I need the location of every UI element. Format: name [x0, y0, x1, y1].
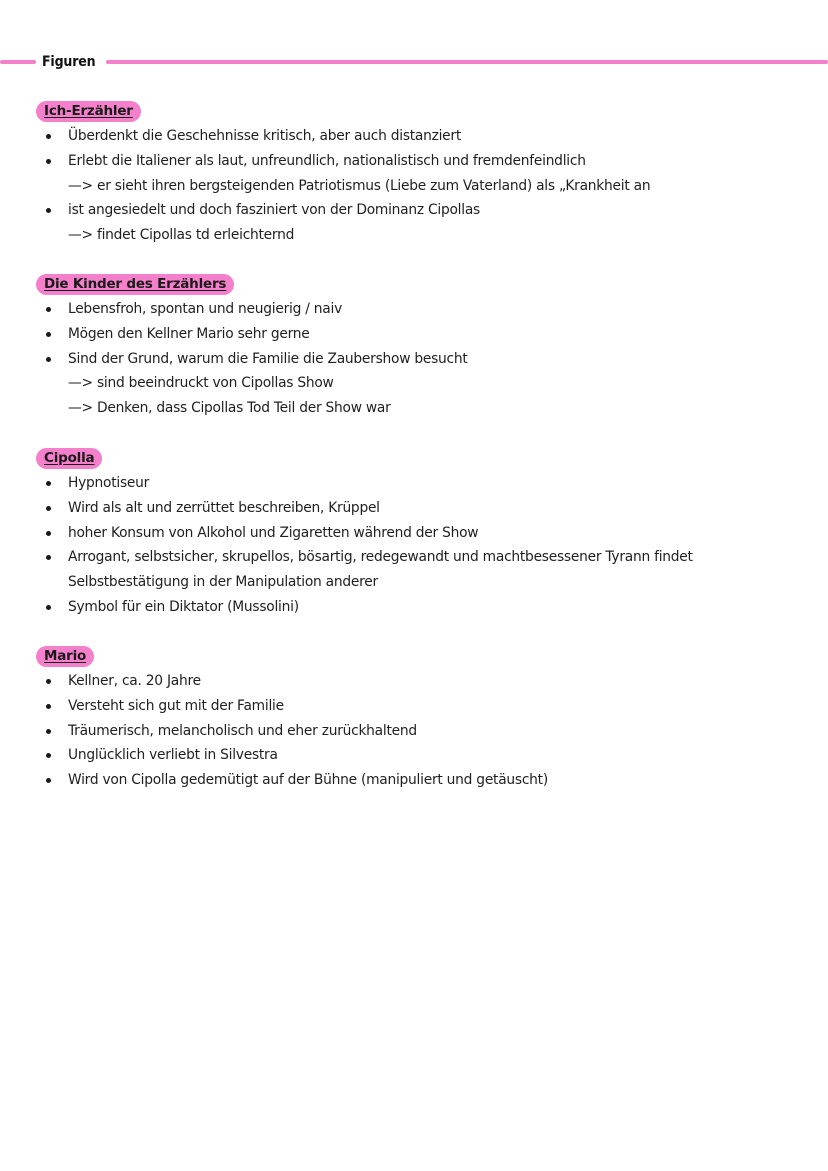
- list-subitem: —> Denken, dass Cipollas Tod Teil der Show war: [68, 400, 391, 417]
- list-item: Hypnotiseur: [36, 471, 796, 496]
- list-item: hoher Konsum von Alkohol und Zigaretten während der Show: [36, 521, 796, 546]
- list-item: Versteht sich gut mit der Familie: [36, 694, 796, 719]
- header-divider-left: [0, 60, 36, 64]
- list-item: Mögen den Kellner Mario sehr gerne: [36, 322, 796, 347]
- character-section-cipolla: [36, 447, 796, 620]
- list-item: ist angesiedelt und doch fasziniert von der Dominanz Cipollas: [36, 198, 796, 223]
- section-heading: Ich-Erzähler: [36, 101, 141, 122]
- list-item: Erlebt die Italiener als laut, unfreundlich, nationalistisch und fremdenfeindlich: [36, 149, 796, 174]
- list-item: Unglücklich verliebt in Silvestra: [36, 743, 796, 768]
- list-item: Wird von Cipolla gedemütigt auf der Bühne (manipuliert und getäuscht): [36, 768, 796, 793]
- character-section-mario: [36, 645, 796, 793]
- list-subitem: Selbstbestätigung in der Manipulation anderer: [68, 574, 378, 591]
- list-item: Kellner, ca. 20 Jahre: [36, 669, 796, 694]
- character-traits-list: [36, 124, 796, 248]
- section-header: [0, 52, 828, 72]
- list-item: Wird als alt und zerrüttet beschreiben, Krüppel: [36, 496, 796, 521]
- section-heading: Mario: [36, 646, 94, 667]
- list-item: Arrogant, selbstsicher, skrupellos, bösartig, redegewandt und machtbesessener Tyrann findet: [36, 545, 796, 570]
- character-traits-list: [36, 297, 796, 421]
- list-subitem: —> sind beeindruckt von Cipollas Show: [68, 375, 334, 392]
- character-section-ich-erzaehler: [36, 100, 796, 248]
- section-heading: Die Kinder des Erzählers: [36, 274, 234, 295]
- list-item: Lebensfroh, spontan und neugierig / naiv: [36, 297, 796, 322]
- list-item: Überdenkt die Geschehnisse kritisch, aber auch distanziert: [36, 124, 796, 149]
- character-traits-list: [36, 471, 796, 620]
- character-traits-list: [36, 669, 796, 793]
- section-heading: Cipolla: [36, 448, 102, 469]
- header-divider-right: [106, 60, 828, 64]
- list-item: Träumerisch, melancholisch und eher zurückhaltend: [36, 719, 796, 744]
- list-subitem: —> findet Cipollas td erleichternd: [68, 227, 295, 244]
- list-subitem: —> er sieht ihren bergsteigenden Patriotismus (Liebe zum Vaterland) als „Krankheit an: [68, 177, 651, 194]
- character-section-kinder: [36, 273, 796, 421]
- list-item: Sind der Grund, warum die Familie die Zaubershow besucht: [36, 347, 796, 372]
- page-title: Figuren: [42, 54, 96, 70]
- list-item: Symbol für ein Diktator (Mussolini): [36, 595, 796, 620]
